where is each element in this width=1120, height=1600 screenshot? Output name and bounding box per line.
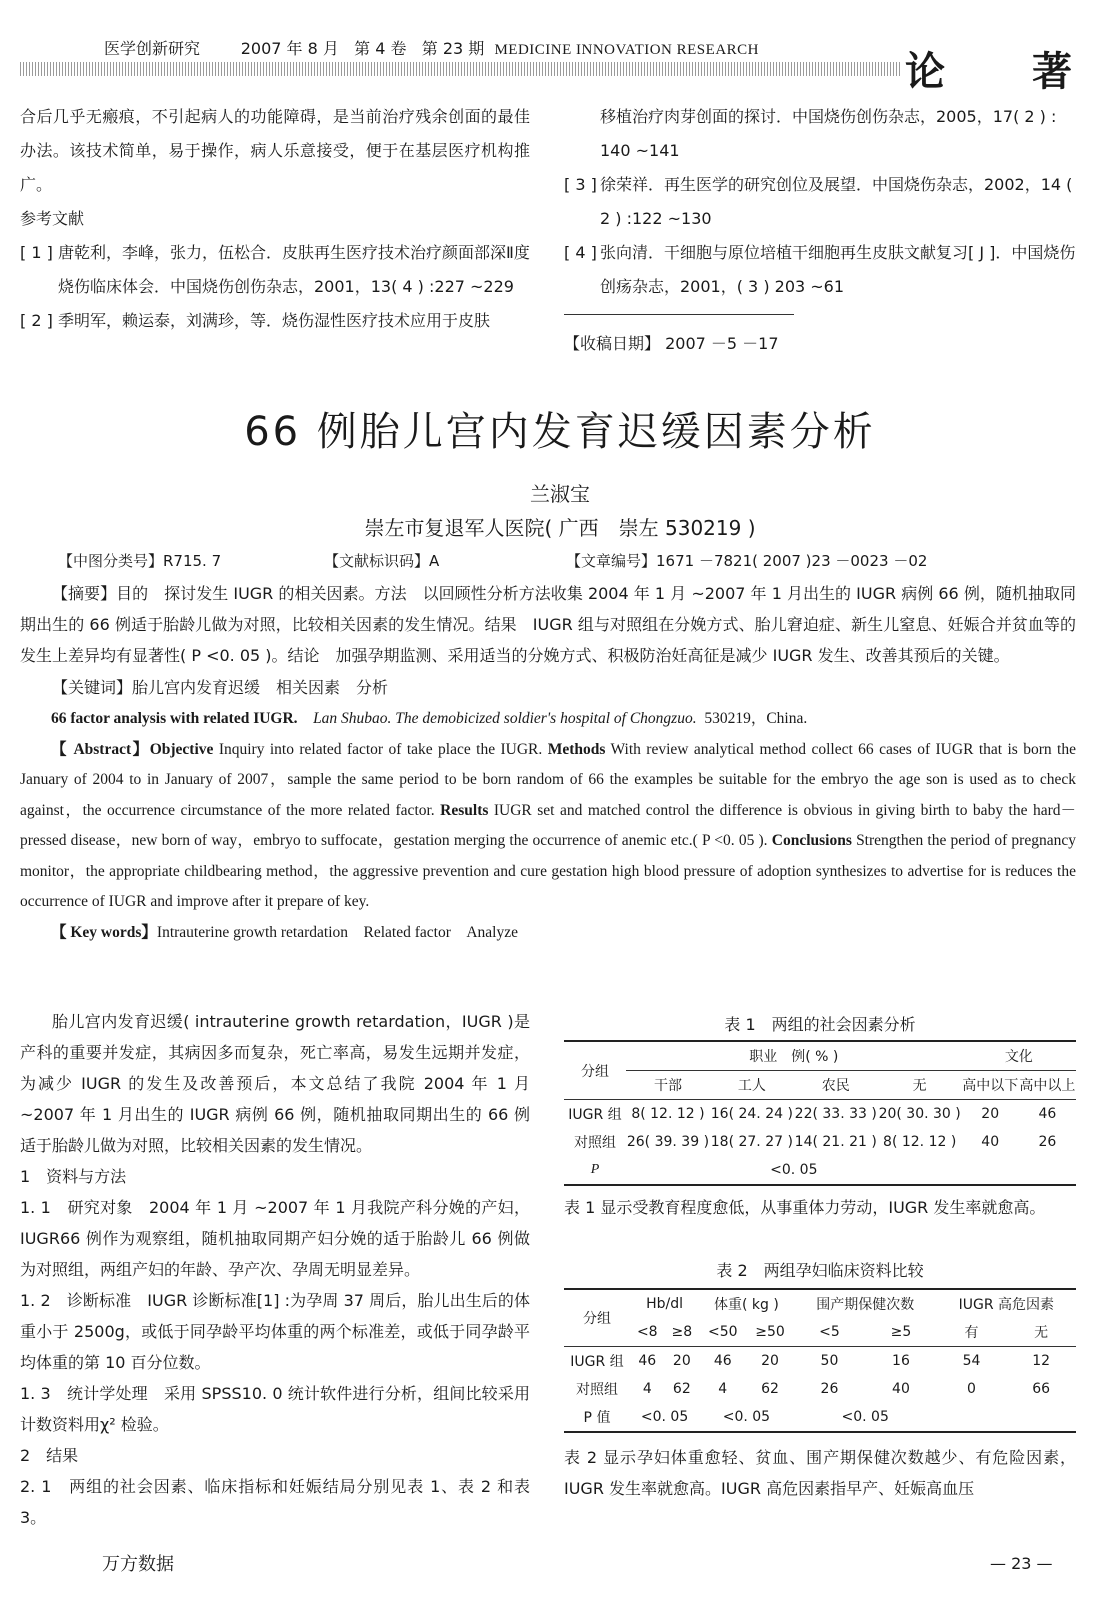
abstract-block	[20, 578, 1076, 948]
prev-article-left-column	[20, 100, 530, 338]
reference-number: [ 4 ]	[564, 243, 597, 262]
issue-info: 2007 年 8 月 第 4 卷 第 23 期	[240, 39, 485, 58]
running-header	[104, 36, 759, 59]
table-header-cell: 文化	[962, 1041, 1076, 1071]
document-code: 【文献标识码】A	[324, 552, 440, 570]
table-cell: 对照组	[576, 1382, 618, 1398]
table-subheader-cell: <50	[699, 1318, 746, 1347]
subsection-paragraph: 2. 1 两组的社会因素、临床指标和妊娠结局分别见表 1、表 2 和表 3。	[20, 1477, 530, 1527]
table-cell: 46	[638, 1353, 657, 1369]
table1-caption: 表 1 两组的社会因素分析	[724, 1015, 916, 1034]
table-cell: 对照组	[574, 1135, 616, 1151]
table-header-cell: 职业 例( % )	[626, 1041, 962, 1071]
english-title: 66 factor analysis with related IUGR.	[51, 710, 298, 727]
table-subheader-cell: 无	[878, 1071, 962, 1100]
table-row	[564, 1128, 1076, 1156]
table2-note: 表 2 显示孕妇体重愈轻、贫血、围产期保健次数越少、有危险因素，IUGR 发生率就愈高。IUGR 高危因素指早产、妊娠高血压	[564, 1448, 1076, 1498]
english-author: Lan Shubao. The demobicized soldier's hospital of Chongzuo.	[313, 710, 697, 727]
reference-number: [ 2 ]	[20, 311, 53, 330]
affiliation: 崇左市复退军人医院( 广西 崇左 530219 )	[364, 516, 756, 540]
table-cell: 50	[820, 1353, 839, 1369]
table-header-cell: IUGR 高危因素	[937, 1289, 1076, 1318]
table-subheader-cell: ≥8	[665, 1318, 700, 1347]
page-number: — 23 —	[990, 1554, 1053, 1573]
table-cell: <0. 05	[630, 1403, 699, 1432]
table1-note: 表 1 显示受教育程度愈低，从事重体力劳动，IUGR 发生率就愈高。	[564, 1198, 1046, 1217]
prev-article-text: 合后几乎无瘢痕，不引起病人的功能障碍，是当前治疗残余创面的最佳办法。该技术简单，易于操作，病人乐意接受，便于在基层医疗机构推广。	[20, 107, 530, 194]
table-cell: IUGR 组	[568, 1107, 622, 1123]
header-hatch-bar	[20, 62, 902, 76]
conclusions-label: Conclusions	[771, 832, 852, 849]
section-label: 论	[905, 49, 945, 95]
table-cell: 20( 30. 30 )	[878, 1106, 961, 1122]
table-header-cell: 围产期保健次数	[794, 1289, 937, 1318]
prev-article-right-column	[564, 100, 1076, 361]
table-cell: 4	[718, 1381, 728, 1397]
table-header-cell: 分组	[564, 1289, 630, 1347]
table-cell: 46	[1038, 1106, 1057, 1122]
divider	[564, 314, 794, 315]
table-header-row	[564, 1289, 1076, 1318]
table-cell: 26	[1038, 1134, 1057, 1150]
subsection-paragraph: 1. 3 统计学处理 采用 SPSS10. 0 统计软件进行分析，组间比较采用计数资料用χ² 检验。	[20, 1384, 530, 1434]
subsection-paragraph: 1. 1 研究对象 2004 年 1 月 ~2007 年 1 月我院产科分娩的产妇，IUGR66 例作为观察组，随机抽取同期产妇分娩的适于胎龄儿 66 例做为对照组，两组产妇的年龄、孕产次、孕周无明显差异。	[20, 1198, 530, 1279]
classification-number: 【中图分类号】R715. 7	[58, 552, 222, 570]
table-subheader-cell: 工人	[710, 1071, 794, 1100]
table-cell: 26( 39. 39 )	[626, 1134, 710, 1150]
reference-item	[564, 236, 1076, 304]
table-cell: P 值	[564, 1403, 630, 1432]
table-cell: 12	[1032, 1353, 1051, 1369]
section-label-2: 著	[1032, 49, 1072, 95]
keywords-cn: 【关键词】胎儿宫内发育迟缓 相关因素 分析	[52, 678, 389, 697]
reference-item	[20, 304, 530, 338]
keywords-text: Intrauterine growth retardation Related factor Analyze	[156, 923, 519, 941]
article-number: 【文章编号】1671 －7821( 2007 )23 －0023 －02	[566, 552, 928, 570]
table-row	[564, 1347, 1076, 1376]
table-cell: 4	[642, 1381, 652, 1397]
table-cell: 20	[981, 1106, 1000, 1122]
table-cell: 20	[672, 1353, 691, 1369]
reference-number: [ 1 ]	[20, 243, 53, 262]
keywords-en	[20, 918, 1076, 949]
intro-paragraph: 胎儿宫内发育迟缓( intrauterine growth retardation，IUGR )是产科的重要并发症，其病因多而复杂，死亡率高，易发生远期并发症，为减少 IUGR 的发生及改善预后，本文总结了我院 2004 年 1 月 ~2007 年 1 月出生的 IUGR 病例 66 例，随机抽取同期出生的 66 例适于胎龄儿做为对照，比较相关因素的发生情况。	[20, 1012, 530, 1155]
table-subheader-cell: ≥5	[865, 1318, 937, 1347]
table-subheader-cell: 无	[1006, 1318, 1076, 1347]
table-cell: 62	[761, 1381, 779, 1397]
table-subheader-cell: ≥50	[746, 1318, 793, 1347]
table-cell: 16( 24. 24 )	[710, 1106, 793, 1122]
table-cell: 62	[672, 1381, 691, 1397]
table-cell: <0. 05	[626, 1156, 962, 1185]
reference-item	[564, 100, 1076, 168]
objective-label: Objective	[149, 740, 214, 758]
table-cell: 8( 12. 12 )	[631, 1106, 705, 1122]
abstract-cn: 【摘要】目的 探讨发生 IUGR 的相关因素。方法 以回顾性分析方法收集 2004 年 1 月 ~2007 年 1 月出生的 IUGR 病例 66 例，随机抽取同期出生的 66 例适于胎龄儿做为对照，比较相关因素的发生情况。结果 IUGR 组与对照组在分娩方式、胎儿窘迫症、新生儿窒息、妊娠合并贫血等的发生上差异均有显著性( P <0. 05 )。结论 加强孕期监测、采用适当的分娩方式、积极防治妊高征是减少 IUGR 发生、改善其预后的关键。	[20, 584, 1076, 665]
keywords-label: 【 Key words】	[51, 923, 157, 941]
table-row	[564, 1375, 1076, 1403]
table-header-row	[564, 1041, 1076, 1071]
conclusions-text: Strengthen the period of pregnancy monitor，the appropriate childbearing method，the aggressive prevention and cure gestation high blood pressure of adoption synthesizes to advertise for is reduces the occurrence of IUGR and improve after it prepare of key.	[20, 832, 1076, 910]
table-subheader-cell: <8	[630, 1318, 665, 1347]
article-title: 66 例胎儿宫内发育迟缓因素分析	[244, 409, 876, 455]
section-heading: 1 资料与方法	[20, 1167, 127, 1186]
reference-text: 张向清．干细胞与原位培植干细胞再生皮肤文献复习[ J ]．中国烧伤创疡杂志，2001，( 3 ) 203 ~61	[600, 243, 1076, 296]
table-cell: 20	[761, 1353, 779, 1369]
english-postcode: 530219，China.	[704, 710, 808, 727]
reference-item	[564, 168, 1076, 236]
table-cell: 40	[892, 1381, 910, 1397]
table-subheader-row	[564, 1071, 1076, 1100]
english-title-line	[20, 704, 1076, 735]
table2	[564, 1288, 1076, 1433]
table-cell: 18( 27. 27 )	[710, 1134, 793, 1150]
table-cell: 14( 21. 21 )	[794, 1134, 877, 1150]
table-cell: 40	[981, 1134, 1000, 1150]
reference-text: 季明军，赖运泰，刘满珍，等．烧伤湿性医疗技术应用于皮肤	[58, 311, 491, 330]
abstract-label: 【 Abstract】	[51, 740, 150, 758]
table-header-cell: 分组	[564, 1041, 626, 1100]
references-heading: 参考文献	[20, 209, 85, 228]
table-cell: <0. 05	[699, 1403, 794, 1432]
table-cell: 22( 33. 33 )	[794, 1106, 877, 1122]
journal-name-cn: 医学创新研究	[104, 39, 201, 58]
table-cell: 16	[892, 1353, 910, 1369]
reference-text: 移植治疗肉芽创面的探讨．中国烧伤创伤杂志，2005，17( 2 ) : 140 ~141	[600, 107, 1057, 160]
reference-number: [ 3 ]	[564, 175, 597, 194]
table-subheader-cell: 高中以下	[962, 1071, 1019, 1100]
table-header-cell: Hb/dl	[630, 1289, 699, 1318]
reference-text: 徐荣祥．再生医学的研究创位及展望．中国烧伤杂志，2002，14 ( 2 ) :122 ~130	[600, 175, 1073, 228]
received-date: 【收稿日期】 2007 －5 －17	[564, 334, 779, 353]
table-subheader-cell: 干部	[626, 1071, 710, 1100]
table-cell: 8( 12. 12 )	[883, 1134, 957, 1150]
table-subheader-cell: 农民	[794, 1071, 878, 1100]
reference-item	[20, 236, 530, 304]
table-subheader-cell: 有	[937, 1318, 1007, 1347]
journal-name-en: MEDICINE INNOVATION RESEARCH	[494, 42, 759, 58]
table-cell: 54	[962, 1353, 981, 1369]
author: 兰淑宝	[530, 482, 590, 506]
table-cell: 66	[1032, 1381, 1051, 1397]
body-left-column	[20, 1006, 530, 1533]
table-cell: P	[564, 1156, 626, 1185]
table-cell: 46	[713, 1353, 732, 1369]
results-text: IUGR set and matched control the difference is obvious in giving birth to baby the hard－pressed disease，new born of way，embryo to suffocate，gestation merging the occurrence of anemic etc.( P <0. 05 ).	[20, 801, 1077, 849]
table-subheader-row	[564, 1318, 1076, 1347]
table-row	[564, 1100, 1076, 1129]
methods-label: Methods	[547, 740, 606, 758]
table-cell: <0. 05	[794, 1403, 937, 1432]
objective-text: Inquiry into related factor of take place the IUGR.	[213, 740, 548, 758]
table-cell: 0	[967, 1381, 976, 1397]
table-header-cell: 体重( kg )	[699, 1289, 794, 1318]
watermark: 万方数据	[102, 1554, 174, 1575]
table-subheader-cell: <5	[794, 1318, 866, 1347]
abstract-en	[20, 735, 1076, 918]
subsection-paragraph: 1. 2 诊断标准 IUGR 诊断标准[1] :为孕周 37 周后，胎儿出生后的体重小于 2500g，或低于同孕龄平均体重的两个标准差，或低于同孕龄平均体重的第 10 百分位数。	[20, 1291, 530, 1372]
table-p-row	[564, 1403, 1076, 1432]
table-cell	[937, 1403, 1076, 1432]
table-cell	[962, 1156, 1076, 1185]
section-heading: 2 结果	[20, 1446, 79, 1465]
table2-caption: 表 2 两组孕妇临床资料比较	[716, 1261, 924, 1280]
table-cell: IUGR 组	[570, 1354, 624, 1370]
methods-text: With review analytical method collect 66 cases of IUGR that is born the January of 2004 to in January of 2007，sample the same period to be born random of 66 the examples be suitable for the embryo the age son is used as to check against，the occurrence circumstance of the more related factor.	[20, 740, 1076, 819]
reference-text: 唐乾利，李峰，张力，伍松合．皮肤再生医疗技术治疗颜面部深Ⅱ度烧伤临床体会．中国烧伤创伤杂志，2001，13( 4 ) :227 ~229	[58, 243, 530, 296]
results-label: Results	[440, 801, 489, 819]
table-cell: 26	[820, 1381, 839, 1397]
table-p-row	[564, 1156, 1076, 1185]
table1	[564, 1040, 1076, 1186]
table-subheader-cell: 高中以上	[1019, 1071, 1076, 1100]
